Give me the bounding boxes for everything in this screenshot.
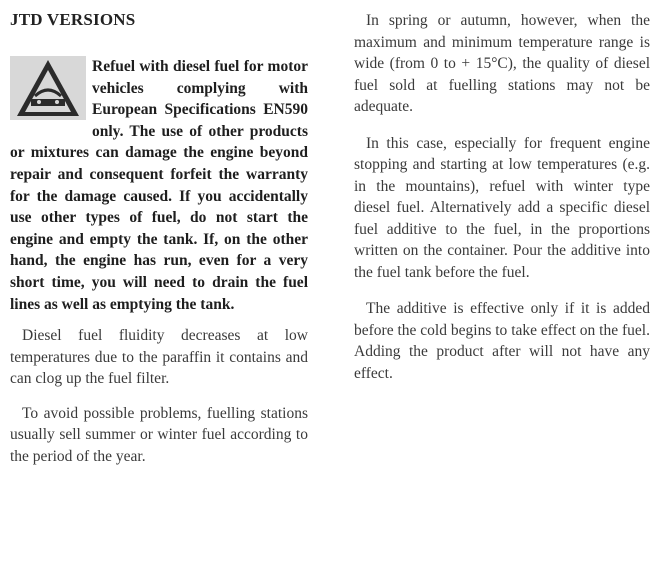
warning-block <box>10 56 308 315</box>
right-paragraph-3: The additive is effective only if it is added before the cold begins to take effect on the fuel. Adding the product after will not have any effect. <box>354 300 650 382</box>
right-paragraph-1: In spring or autumn, however, when the maximum and minimum temperature range is wide (from 0 to + 15°C), the quality of diesel fuel sold at fuelling stations may not be adequate. <box>354 12 650 115</box>
right-column <box>354 10 650 399</box>
section-title: JTD VERSIONS <box>10 10 136 29</box>
fuel-warning-icon <box>10 56 86 120</box>
warning-text: Refuel with diesel fuel for motor vehicles complying with European Specifications EN590 only. The use of other products or mixtures can damage the engine beyond repair and consequent forfeit the warranty for the damage caused. If you accidentally use other types of fuel, do not start the engine and empty the tank. If, on the other hand, the engine has run, even for a very short time, you will need to drain the fuel lines as well as emptying the tank. <box>10 58 308 313</box>
left-paragraph-1: Diesel fuel fluidity decreases at low temperatures due to the paraffin it contains and can clog up the fuel filter. <box>10 327 308 388</box>
right-paragraph-2: In this case, especially for frequent engine stopping and starting at low temperatures (e.g. in the mountains), refuel with winter type diesel fuel. Alternatively add a specific diesel fuel additive to the fuel, in the proportions written on the container. Pour the additive into the fuel tank before the fuel. <box>354 134 650 281</box>
left-column <box>10 10 308 480</box>
left-paragraph-2: To avoid possible problems, fuelling stations usually sell summer or winter fuel according to the period of the year. <box>10 404 308 465</box>
